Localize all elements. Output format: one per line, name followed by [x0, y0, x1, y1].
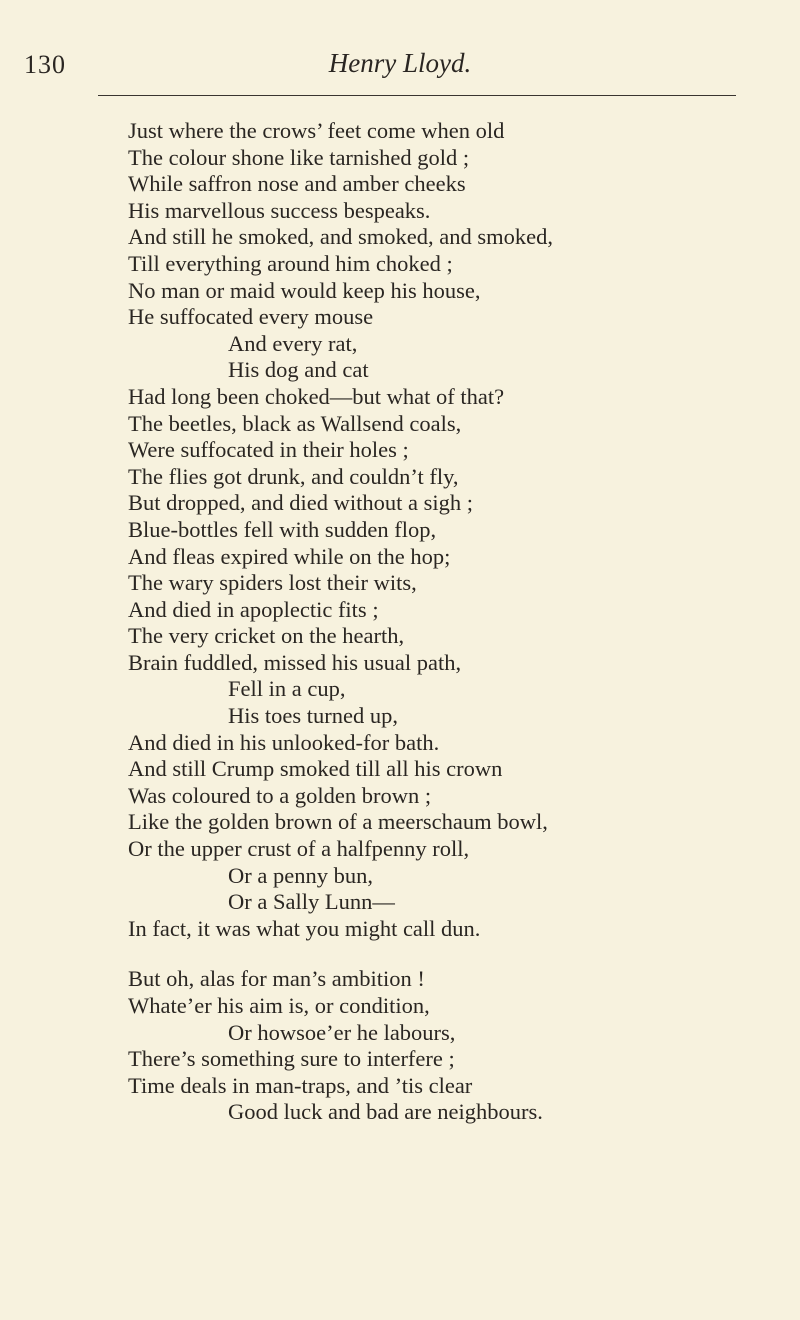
poem-line: In fact, it was what you might call dun. [128, 915, 481, 941]
stanza-1 [128, 118, 788, 942]
poem-line: And died in apoplectic fits ; [128, 596, 379, 622]
running-title: Henry Lloyd. [328, 48, 472, 78]
poem-line: Time deals in man-traps, and ’tis clear [128, 1072, 473, 1098]
poem-line: Were suffocated in their holes ; [128, 437, 409, 463]
poem-line-indented: Or howsoe’er he labours, [228, 1019, 456, 1045]
poem-line: The colour shone like tarnished gold ; [128, 144, 470, 170]
poem-line: While saffron nose and amber cheeks [128, 171, 466, 197]
poem-line: There’s something sure to interfere ; [128, 1046, 455, 1072]
poem-line: He suffocated every mouse [128, 304, 374, 330]
page-number: 130 [24, 50, 66, 79]
poem-line-indented: His toes turned up, [228, 703, 398, 729]
poem-line: Like the golden brown of a meerschaum bowl, [128, 809, 548, 835]
poem-line: The flies got drunk, and couldn’t fly, [128, 463, 459, 489]
poem-line: The very cricket on the hearth, [128, 623, 405, 649]
poem-line: No man or maid would keep his house, [128, 277, 481, 303]
poem-line-indented: And every rat, [228, 330, 358, 356]
poem-line: And died in his unlooked-for bath. [128, 729, 440, 755]
poem-line: Brain fuddled, missed his usual path, [128, 649, 462, 675]
poem-line: Had long been choked—but what of that? [128, 383, 505, 409]
poem-line: Till everything around him choked ; [128, 250, 453, 276]
poem-line: Whate’er his aim is, or condition, [128, 993, 430, 1018]
poem-line-indented: Good luck and bad are neighbours. [228, 1099, 543, 1125]
poem-line: His marvellous success bespeaks. [128, 197, 431, 223]
poem-line: Blue-bottles fell with sudden flop, [128, 516, 437, 542]
poem-line: And still he smoked, and smoked, and smoked, [128, 224, 553, 250]
poem-line: The beetles, black as Wallsend coals, [128, 410, 462, 436]
poem-line: But dropped, and died without a sigh ; [128, 490, 473, 516]
poem-line: And still Crump smoked till all his crown [128, 756, 503, 782]
stanza-break [128, 942, 788, 966]
poem-text [128, 118, 788, 1126]
poem-line: Was coloured to a golden brown ; [128, 782, 432, 808]
poem-line-indented: Fell in a cup, [228, 676, 346, 702]
poem-line: Just where the crows’ feet come when old [128, 118, 505, 143]
poem-line: And fleas expired while on the hop; [128, 543, 451, 569]
poem-line-indented: Or a penny bun, [228, 862, 373, 888]
header-rule [98, 95, 736, 96]
poem-line: But oh, alas for man’s ambition ! [128, 966, 425, 992]
poem-line-indented: His dog and cat [228, 357, 369, 383]
stanza-2 [128, 966, 788, 1126]
poem-line: The wary spiders lost their wits, [128, 570, 417, 596]
poem-line-indented: Or a Sally Lunn— [228, 889, 395, 915]
poem-line: Or the upper crust of a halfpenny roll, [128, 836, 470, 862]
